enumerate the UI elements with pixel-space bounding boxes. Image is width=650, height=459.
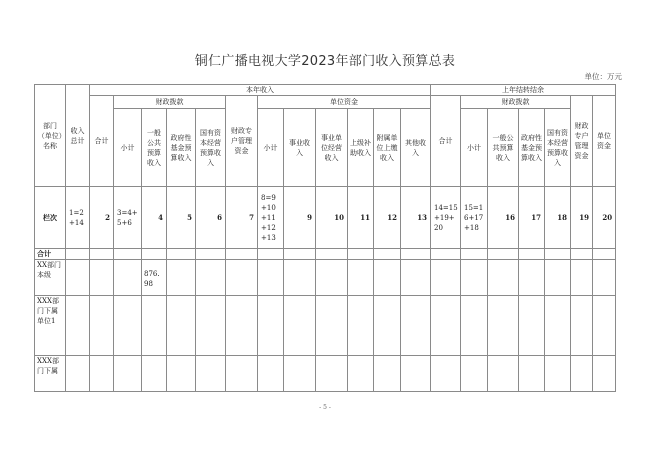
col-index-12: 12: [374, 187, 401, 249]
cell: [545, 249, 571, 260]
cell: [348, 260, 374, 296]
cell: [461, 249, 488, 260]
cell: [258, 249, 284, 260]
col-index-17: 17: [519, 187, 545, 249]
header-py-fa-general: 一般公共预算收入: [488, 109, 519, 187]
cell: [284, 296, 316, 356]
header-cy-special-mgmt: 财政专户管理资金: [226, 96, 258, 187]
cell: [519, 356, 545, 392]
row-name: XX部门本级: [35, 260, 66, 296]
header-cy-unit-funds: 单位资金: [258, 96, 431, 109]
row-name: XXX部门下属: [35, 356, 66, 392]
col-index-15: 15=16+17+18: [461, 187, 488, 249]
header-income-total: 收入总计: [66, 85, 90, 187]
header-current-year: 本年收入: [90, 85, 431, 96]
header-cy-uf-operating: 事业单位经营收入: [316, 109, 348, 187]
header-py-fa-govfund: 政府性基金预算收入: [519, 109, 545, 187]
header-cy-fa-govfund: 政府性基金预算收入: [167, 109, 196, 187]
header-py-fa-subtotal: 小计: [461, 109, 488, 187]
cell: [66, 356, 90, 392]
cell: [461, 260, 488, 296]
col-index-13: 13: [401, 187, 431, 249]
cell: [66, 260, 90, 296]
cell: [488, 356, 519, 392]
cell: [348, 296, 374, 356]
cell: [431, 260, 461, 296]
cell: [258, 296, 284, 356]
cell: [114, 356, 142, 392]
cell: [226, 296, 258, 356]
cell: [374, 356, 401, 392]
cell: [593, 296, 616, 356]
cell: [374, 249, 401, 260]
col-index-1: 1=2+14: [66, 187, 90, 249]
col-index-8: 8=9+10+11+12+13: [258, 187, 284, 249]
header-py-special-mgmt: 财政专户管理资金: [571, 96, 593, 187]
cell: [316, 249, 348, 260]
header-cy-uf-subtotal: 小计: [258, 109, 284, 187]
budget-table: [34, 84, 616, 392]
cell: [196, 249, 226, 260]
col-index-7: 7: [226, 187, 258, 249]
header-cy-fa-stateasset: 国有资本经营预算收入: [196, 109, 226, 187]
table-row: [35, 296, 616, 356]
cell-general-budget: 876.98: [142, 260, 167, 296]
col-index-16: 16: [488, 187, 519, 249]
cell: [488, 296, 519, 356]
cell: [167, 296, 196, 356]
cell: [571, 296, 593, 356]
cell: [226, 356, 258, 392]
column-index-label: 栏次: [35, 187, 66, 249]
cell: [142, 356, 167, 392]
col-index-10: 10: [316, 187, 348, 249]
row-name: 合计: [35, 249, 66, 260]
col-index-3: 3=4+5+6: [114, 187, 142, 249]
cell: [571, 249, 593, 260]
cell: [374, 260, 401, 296]
header-cy-fiscal-alloc: 财政拨款: [114, 96, 226, 109]
cell: [316, 260, 348, 296]
col-index-2: 2: [90, 187, 114, 249]
cell: [90, 356, 114, 392]
unit-label: 单位：万元: [584, 72, 622, 81]
cell: [348, 249, 374, 260]
cell: [90, 260, 114, 296]
cell: [114, 249, 142, 260]
header-prior-year: 上年结转结余: [431, 85, 616, 96]
cell: [374, 296, 401, 356]
table-row: [35, 356, 616, 392]
cell: [545, 260, 571, 296]
cell: [488, 260, 519, 296]
page-number: - 5 -: [319, 404, 331, 411]
header-py-unit-funds: 单位资金: [593, 96, 616, 187]
cell: [461, 296, 488, 356]
col-index-6: 6: [196, 187, 226, 249]
header-cy-fa-general: 一般公共预算收入: [142, 109, 167, 187]
cell: [593, 356, 616, 392]
cell: [66, 249, 90, 260]
header-cy-uf-other: 其他收入: [401, 109, 431, 187]
cell: [167, 260, 196, 296]
cell: [114, 296, 142, 356]
col-index-14: 14=15+19+20: [431, 187, 461, 249]
cell: [284, 249, 316, 260]
cell: [167, 249, 196, 260]
cell: [401, 249, 431, 260]
header-cy-fa-subtotal: 小计: [114, 109, 142, 187]
col-index-11: 11: [348, 187, 374, 249]
cell: [167, 356, 196, 392]
cell: [461, 356, 488, 392]
cell: [545, 296, 571, 356]
cell: [401, 296, 431, 356]
header-cy-uf-affiliated: 附属单位上缴收入: [374, 109, 401, 187]
cell: [431, 296, 461, 356]
cell: [196, 296, 226, 356]
header-cy-total: 合计: [90, 96, 114, 187]
header-py-fa-stateasset: 国有资本经营预算收入: [545, 109, 571, 187]
col-index-5: 5: [167, 187, 196, 249]
cell: [488, 249, 519, 260]
cell: [431, 249, 461, 260]
table-row-total: [35, 249, 616, 260]
cell: [316, 356, 348, 392]
cell: [142, 249, 167, 260]
cell: [258, 356, 284, 392]
col-index-20: 20: [593, 187, 616, 249]
header-py-fiscal-alloc: 财政拨款: [461, 96, 571, 109]
cell: [258, 260, 284, 296]
cell: [284, 260, 316, 296]
cell: [593, 249, 616, 260]
cell: [284, 356, 316, 392]
cell: [571, 356, 593, 392]
header-cy-uf-subsidy: 上级补助收入: [348, 109, 374, 187]
cell: [348, 356, 374, 392]
cell: [519, 296, 545, 356]
row-name: XXX部门下属单位1: [35, 296, 66, 356]
col-index-18: 18: [545, 187, 571, 249]
cell: [401, 260, 431, 296]
cell: [226, 249, 258, 260]
column-index-row: [35, 187, 616, 249]
cell: [142, 296, 167, 356]
table-row: [35, 260, 616, 296]
cell: [226, 260, 258, 296]
cell: [196, 260, 226, 296]
header-cy-uf-business: 事业收入: [284, 109, 316, 187]
cell: [90, 249, 114, 260]
cell: [114, 260, 142, 296]
cell: [519, 260, 545, 296]
cell: [66, 296, 90, 356]
cell: [196, 356, 226, 392]
header-dept-name: 部门（单位）名称: [35, 85, 66, 187]
cell: [316, 296, 348, 356]
cell: [593, 260, 616, 296]
cell: [519, 249, 545, 260]
cell: [545, 356, 571, 392]
cell: [431, 356, 461, 392]
cell: [90, 296, 114, 356]
document-title: 铜仁广播电视大学2023年部门收入预算总表: [194, 54, 456, 69]
col-index-9: 9: [284, 187, 316, 249]
col-index-19: 19: [571, 187, 593, 249]
cell: [571, 260, 593, 296]
header-py-total: 合计: [431, 96, 461, 187]
cell: [401, 356, 431, 392]
col-index-4: 4: [142, 187, 167, 249]
